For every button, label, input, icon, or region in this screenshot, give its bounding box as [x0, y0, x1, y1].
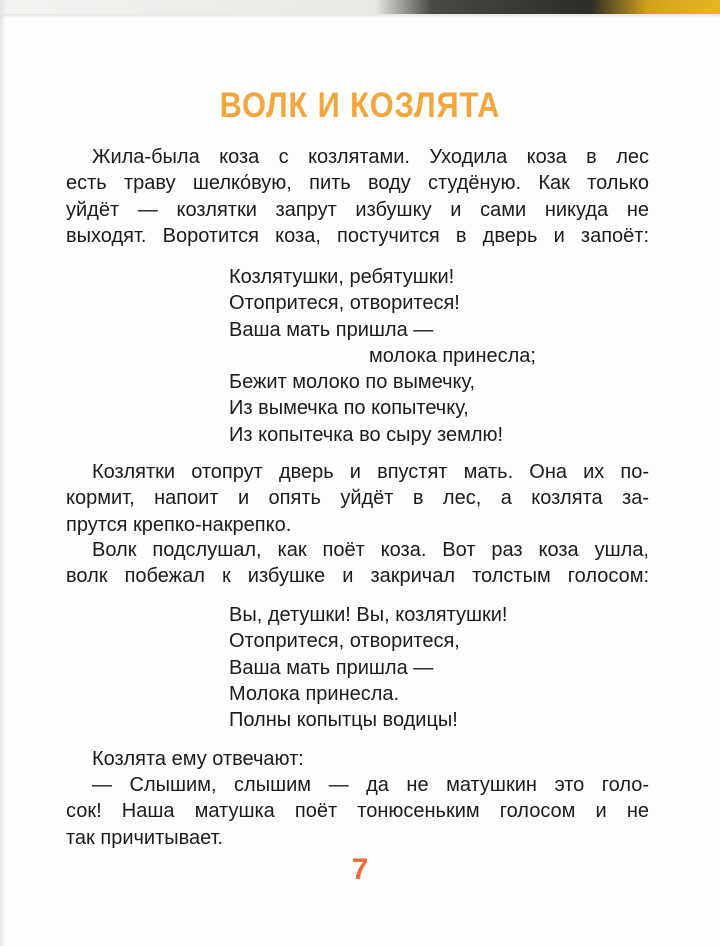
paragraph-line: кормит, напоит и опять уйдёт в лес, а козлята за-	[66, 487, 649, 510]
paragraph-line: Козлятки отопрут дверь и впустят мать. Она их по-	[92, 461, 649, 483]
verse-line: Бежит молоко по вымечку,	[229, 371, 476, 394]
verse-line: Козлятушки, ребятушки!	[229, 266, 455, 288]
paragraph-line: есть траву шелко́вую, пить воду студёную. Как только	[66, 172, 649, 195]
paragraph-line: так причитывает.	[66, 826, 224, 849]
page-top-edge	[0, 0, 720, 14]
verse-line: Отопритеся, отворитеся,	[229, 630, 460, 653]
verse-line: Вы, детушки! Вы, козлятушки!	[229, 604, 508, 626]
verse-line: Полны копытцы водицы!	[229, 709, 458, 732]
paragraph-4	[92, 746, 649, 772]
paragraph-5	[66, 772, 649, 851]
verse-line: Отопритеся, отворитеся!	[229, 292, 460, 315]
paragraph-3	[66, 537, 649, 590]
paragraph-line: Волк подслушал, как поёт коза. Вот раз коза ушла,	[92, 539, 649, 561]
story-title: ВОЛК И КОЗЛЯТА	[219, 86, 501, 125]
paragraph-1	[66, 144, 649, 249]
verse-1	[229, 264, 536, 448]
paragraph-line: Козлята ему отвечают:	[92, 748, 304, 770]
verse-line: Ваша мать пришла —	[229, 656, 434, 679]
paragraph-line: — Слышим, слышим — да не матушкин это голо-	[92, 774, 649, 796]
verse-line: Молока принесла.	[229, 682, 400, 705]
paragraph-line: прутся крепко-накрепко.	[66, 513, 292, 536]
verse-line: Из вымечка по копытечку,	[229, 397, 469, 420]
paragraph-line: выходят. Воротится коза, постучится в дверь и запоёт:	[66, 224, 649, 247]
paragraph-line: сок! Наша матушка поёт тонюсеньким голосом и не	[66, 800, 649, 823]
paragraph-2	[66, 459, 649, 538]
verse-2	[229, 602, 507, 733]
paragraph-line: волк побежал к избушке и закричал толстым голосом:	[66, 565, 649, 588]
paragraph-line: уйдёт — козлятки запрут избушку и сами никуда не	[66, 198, 649, 221]
verse-line: Ваша мать пришла —	[229, 318, 434, 341]
paragraph-line: Жила-была коза с козлятами. Уходила коза в лес	[92, 146, 649, 168]
verse-line: Из копытечка во сыру землю!	[229, 423, 504, 446]
page-number: 7	[351, 853, 369, 886]
verse-line: молока принесла;	[369, 344, 536, 367]
page-left-edge	[0, 0, 6, 946]
